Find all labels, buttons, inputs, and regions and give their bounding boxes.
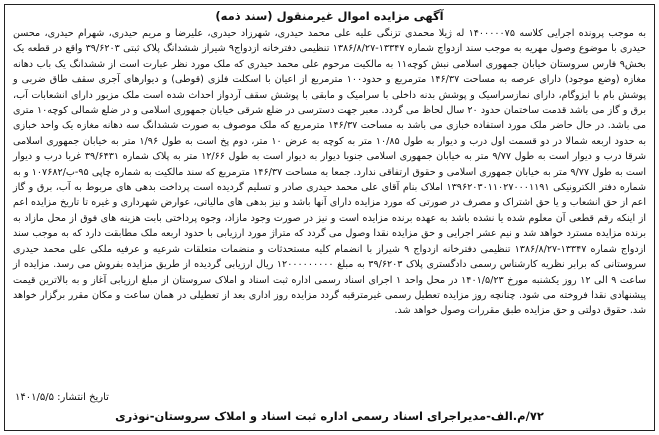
publication-date: تاریخ انتشار: ۱۴۰۱/۵/۵ bbox=[15, 392, 109, 403]
auction-notice bbox=[4, 4, 655, 431]
notice-signature: ۷۲/م.الف-مدیراجرای اسناد رسمی اداره ثبت اسناد و املاک سروستان-نوذری bbox=[115, 409, 544, 423]
notice-body: به موجب پرونده اجرایی کلاسه ۱۴۰۰۰۰۰۷۵ له ژیلا محمدی تزنگی علیه علی محمد حیدری، شهرزاد حیدری، علیرضا و مریم حیدری، شهرام حیدری، محسن حیدری با موضوع وصول مهریه به موجب سند ازدواج شماره ۱۳۳۴۷-۱۳۸۶/۸/۲۷ تنظیمی دفترخانه ازدواج۹ شیراز ششدانگ پلاک ثبتی ۳۹/۶۲۰۳ واقع در قطعه یک بخش۹ فارس سروستان خیابان جمهوری اسلامی نبش کوچه۱۱ به مالکیت مرحوم علی محمد حیدری که ملک مورد نظر عبارت است از ششدانگ یک باب دهانه مغازه (وضع موجود) دارای عرصه به مساحت ۱۴۶/۳۷ مترمربع و حدود۱۰۰ مترمربع از اعیان با اسکلت فلزی (قوطی) و دیوارهای آجری سقف طاق ضربی و پوشش بام با ایزوگام، دارای نمازسراسیک و پوشش بدنه داخلی با سرامیک و مابقی با پوشش سقف آردواز احداث شده است ملک مزبور دارای انشعابات آب، برق و گاز می باشد قدمت ساختمان حدود ۲۰ سال لحاظ می گردد. معبر جهت دسترسی در ضلع شرقی خیابان جمهوری اسلامی و در ضلع شمالی کوچه۱۰ متری می باشد. در حال حاضر ملک مورد استفاده خبازی می باشد به مساحت ۱۴۶/۳۷ مترمربع که ملک موصوف به صورت ششدانگ سه دهانه مغازه یک واحد خبازی به حدود اربعه شمالا در دو قسمت اول درب و دیوار به طول ۱۰/۸۵ متر به کوچه به عرض ۱۰ متر، دوم پخ است به طول ۱/۹۶ متر به خیابان جمهوری اسلامی شرقا درب و دیوار است به طول ۹/۷۷ متر به خیابان جمهوری اسلامی جنوبا دیوار به دیوار است به طول ۱۲/۶۶ متر به پلاک شماره ۳۹/۶۴۳۱ غربا درب و دیوار است به طول ۹/۷۷ متر به خیابان جمهوری اسلامی و حقوق ارتفاقی ندارد. جمعا به مساحت ۱۴۶/۳۷ مترمربع که سند مالکیت به شماره چاپی ۹۵-ب/۱۰۷۶۸۲ و به شماره دفتر الکترونیکی ۱۳۹۶۲۰۳۰۱۱۰۲۷۰۰۰۱۱۹۱ املاک بنام آقای علی محمد حیدری صادر و تسلیم گردیده است پرداخت بدهی های مربوط به آب، برق و گاز اعم از حق انشعاب و یا حق اشتراک و مصرف در صورتی که مورد مزایده دارای آنها باشد و نیز بدهی های مالیاتی، عوارض شهرداری و غیره تا تاریخ مزایده اعم از اینکه رقم قطعی آن معلوم شده یا نشده باشد به عهده برنده مزایده است و نیز در صورت وجود مازاد، وجوه پرداختی بابت هزینه های فوق از محل مازاد به برنده مزایده مسترد خواهد شد و نیم عشر اجرایی و حق مزایده نقدا وصول می گردد که متراژ مورد ارزیابی با حدود اربعه ملک مطابقت دارد که به موجب سند ازدواج شماره ۱۳۳۴۷-۱۳۸۶/۸/۲۷ تنظیمی دفترخانه ازدواج ۹ شیراز با انضمام کلیه مستحدثات و منضمات متعلقات شرعیه و عرفیه ملکی علی محمد حیدری سروستانی که برابر نظریه کارشناس رسمی دادگستری پلاک ۳۹/۶۲۰۳ به مبلغ ۱۲۰۰۰۰۰۰۰۰۰ ریال ارزیابی گردیده از طریق مزایده بفروش می رسد. مزایده از ساعت ۹ الی ۱۲ روز یکشنبه مورخ ۱۴۰۱/۵/۲۳ در محل واحد ۱ اجرای اسناد رسمی اداره ثبت اسناد و املاک سروستان از مبلغ ارزیابی آغاز و به بالاترین قیمت پیشنهادی نقدا فروخته می شود. چنانچه روز مزایده تعطیل رسمی غیرمترقبه گردد مزایده روز اداری بعد از تعطیلی در همان ساعت و مکان مقرر برگزار خواهد شد. حقوق دولتی و حق مزایده طبق مقررات وصول خواهد شد. bbox=[13, 28, 647, 317]
notice-title: آگهی مزایده اموال غیرمنقول (سند ذمه) bbox=[215, 9, 444, 23]
